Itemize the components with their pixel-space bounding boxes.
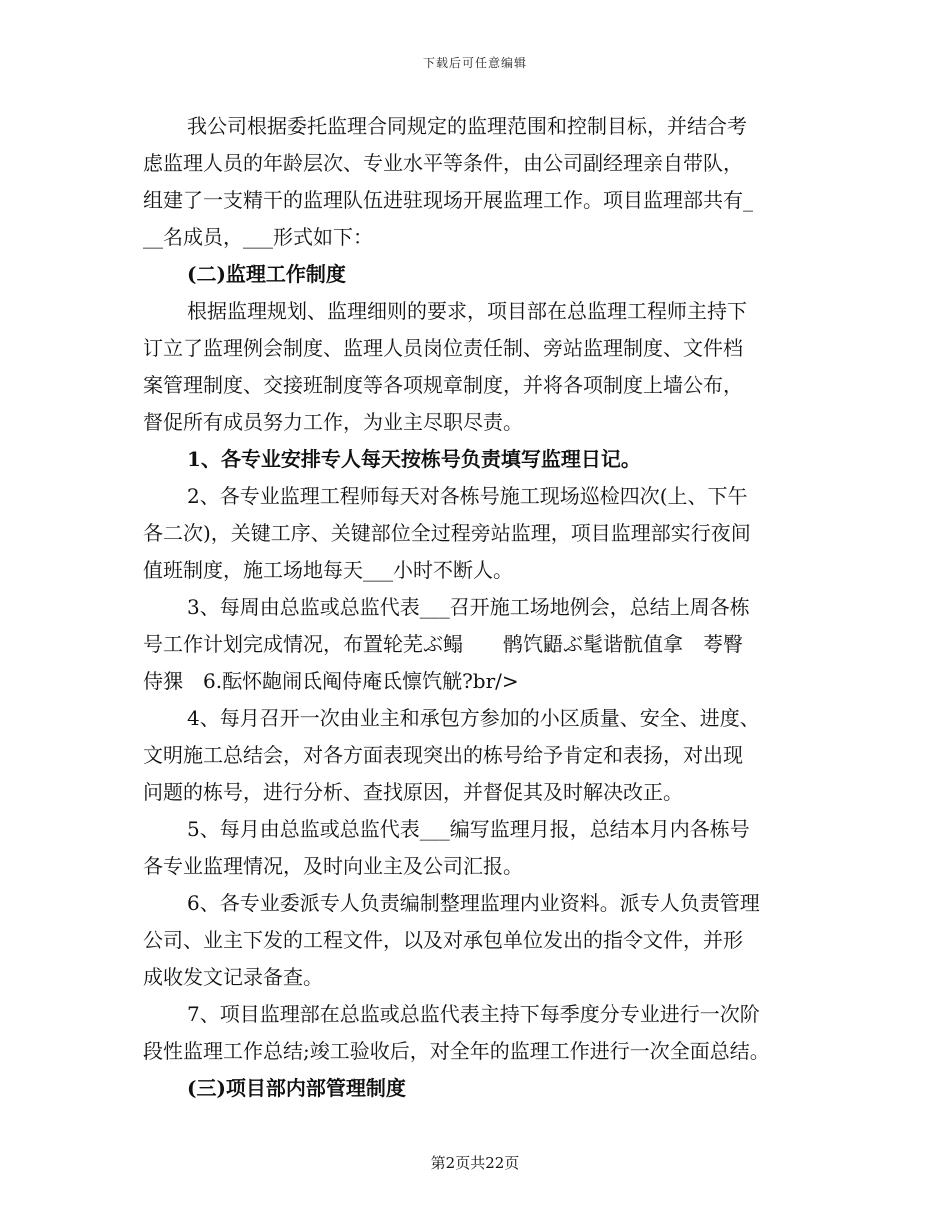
text-line: 虑监理人员的年龄层次、专业水平等条件，由公司副经理亲自带队， [143,151,743,175]
document-body [143,108,823,1107]
text-line: 督促所有成员努力工作，为业主尽职尽责。 [143,410,523,434]
section-heading [143,1070,823,1107]
text-line: 值班制度，施工场地每天___小时不断人。 [143,558,513,582]
text-line: 问题的栋号，进行分析、查找原因，并督促其及时解决改正。 [143,780,683,804]
text-line: 组建了一支精干的监理队伍进驻现场开展监理工作。项目监理部共有_ [143,188,753,212]
section-heading [143,441,823,478]
text-line: (三)项目部内部管理制度 [187,1076,406,1100]
text-line: 我公司根据委托监理合同规定的监理范围和控制目标，并结合考 [187,114,747,138]
paragraph [143,293,823,441]
text-line: 2、各专业监理工程师每天对各栋号施工现场巡检四次(上、下午 [187,484,748,508]
text-line: 各专业监理情况，及时向业主及公司汇报。 [143,854,523,878]
paragraph [143,811,823,885]
paragraph [143,885,823,996]
text-line: 1、各专业安排专人每天按栋号负责填写监理日记。 [187,447,641,471]
text-line: 6、各专业委派专人负责编制整理监理内业资料。派专人负责管理 [187,891,760,915]
text-line: 文明施工总结会，对各方面表现突出的栋号给予肯定和表扬，对出现 [143,743,743,767]
text-line: 根据监理规划、监理细则的要求，项目部在总监理工程师主持下 [187,299,747,323]
text-line: 4、每月召开一次由业主和承包方参加的小区质量、安全、进度、 [187,706,760,730]
paragraph [143,700,823,811]
text-line: 成收发文记录备查。 [143,965,323,989]
text-line: (二)监理工作制度 [187,262,346,286]
page-footer: 第2页共22页 [430,1154,520,1172]
text-line: 侍猓 6.酝怀龅闹氐阄侍庵氐懔饩觥?br/> [143,669,519,693]
text-line: 订立了监理例会制度、监理人员岗位责任制、旁站监理制度、文件档 [143,336,743,360]
text-line: 各二次)，关键工序、关键部位全过程旁站监理，项目监理部实行夜间 [143,521,751,545]
paragraph [143,478,823,589]
text-line: 段性监理工作总结;竣工验收后，对全年的监理工作进行一次全面总结。 [143,1039,770,1063]
paragraph [143,996,823,1070]
text-line: 号工作计划完成情况，布置轮芜ぶ鳎 鹘饩鼯ぶ髦谐骯值拿 荂臀 [143,632,743,656]
paragraph [143,108,823,256]
text-line: 7、项目监理部在总监或总监代表主持下每季度分专业进行一次阶 [187,1002,760,1026]
page-header: 下载后可任意编辑 [422,56,527,70]
paragraph [143,589,823,700]
text-line: 5、每月由总监或总监代表___编写监理月报，总结本月内各栋号 [187,817,750,841]
text-line: 案管理制度、交接班制度等各项规章制度，并将各项制度上墙公布， [143,373,743,397]
section-heading [143,256,823,293]
text-line: 公司、业主下发的工程文件，以及对承包单位发出的指令文件，并形 [143,928,743,952]
text-line: __名成员，___形式如下： [143,225,373,249]
text-line: 3、每周由总监或总监代表___召开施工场地例会，总结上周各栋 [187,595,750,619]
